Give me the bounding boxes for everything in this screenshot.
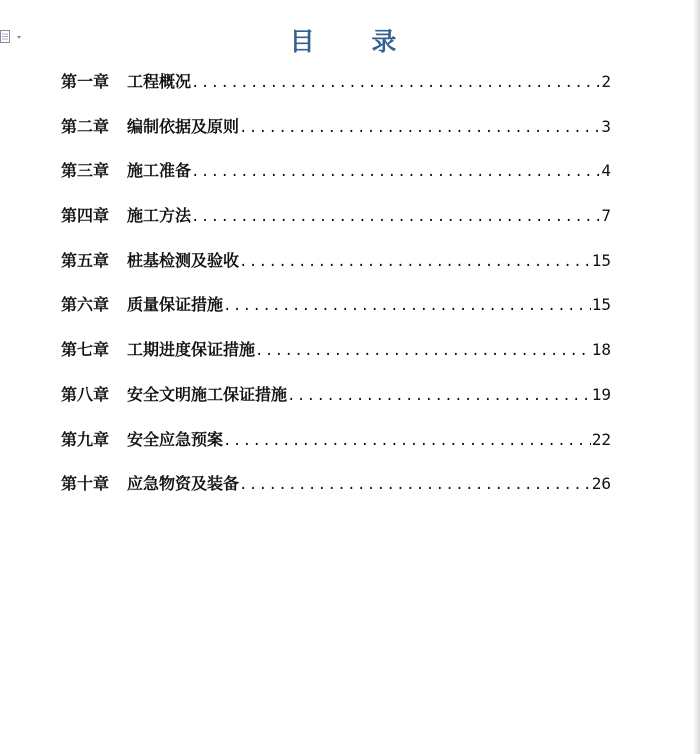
toc-dot-leader [239,244,591,280]
toc-heading: 目 录 [289,27,421,56]
toc-chapter-title: 施工方法 [127,206,192,226]
toc-chapter-number: 第八章 [61,384,110,404]
toc-chapter-title: 质量保证措施 [127,295,224,315]
toc-entry[interactable] [61,153,611,198]
toc-chapter-number: 第四章 [61,206,110,226]
toc-page-number: 18 [591,340,611,360]
toc-chapter-number: 第十章 [61,474,110,494]
toc-entry[interactable] [61,332,611,377]
toc-dot-leader [191,154,600,190]
toc-chapter-title: 施工准备 [127,161,192,181]
toc-dot-leader [239,110,600,146]
page-edge-shadow [693,0,700,754]
toc-entry[interactable] [61,466,611,511]
toc-chapter-title: 安全文明施工保证措施 [127,384,288,404]
toc-entry[interactable] [61,64,611,109]
toc-entry[interactable] [61,243,611,288]
toc-page-number: 7 [601,206,611,226]
toc-dot-leader [255,333,591,369]
toc-chapter-number: 第一章 [61,72,110,91]
toc-page-number: 3 [601,116,611,136]
toc-page-number: 19 [591,384,611,404]
toc-chapter-title: 安全应急预案 [127,429,224,449]
toc-entry[interactable] [61,422,611,467]
toc-dot-leader [191,65,600,101]
toc-chapter-title: 应急物资及装备 [127,474,240,494]
toc-dot-leader [287,378,591,414]
toc-page-number: 15 [591,250,611,270]
toc-page-number: 26 [591,474,611,494]
toc-chapter-number: 第五章 [61,250,110,270]
toc-dot-leader [223,423,591,459]
toc-page-number: 22 [591,429,611,449]
toc-entry[interactable] [61,377,611,422]
toc-chapter-number: 第二章 [61,116,110,136]
toc-dot-leader [191,199,600,235]
toc-chapter-number: 第三章 [61,161,110,181]
toc-dot-leader [239,467,591,503]
toc-chapter-number: 第六章 [61,295,110,315]
toc-entry[interactable] [61,109,611,154]
toc-page-number: 4 [601,161,611,181]
toc-chapter-number: 第九章 [61,429,110,449]
toc-entry[interactable] [61,287,611,332]
toc-page-number: 15 [591,295,611,315]
toc-chapter-title: 工期进度保证措施 [127,340,256,360]
toc-dot-leader [223,288,591,324]
table-of-contents [61,64,611,511]
toc-page-number: 2 [601,72,611,91]
toc-entry[interactable] [61,198,611,243]
toc-chapter-title: 桩基检测及验收 [127,250,240,270]
toc-chapter-title: 编制依据及原则 [127,116,240,136]
toc-chapter-title: 工程概况 [127,72,192,91]
toc-chapter-number: 第七章 [61,340,110,360]
